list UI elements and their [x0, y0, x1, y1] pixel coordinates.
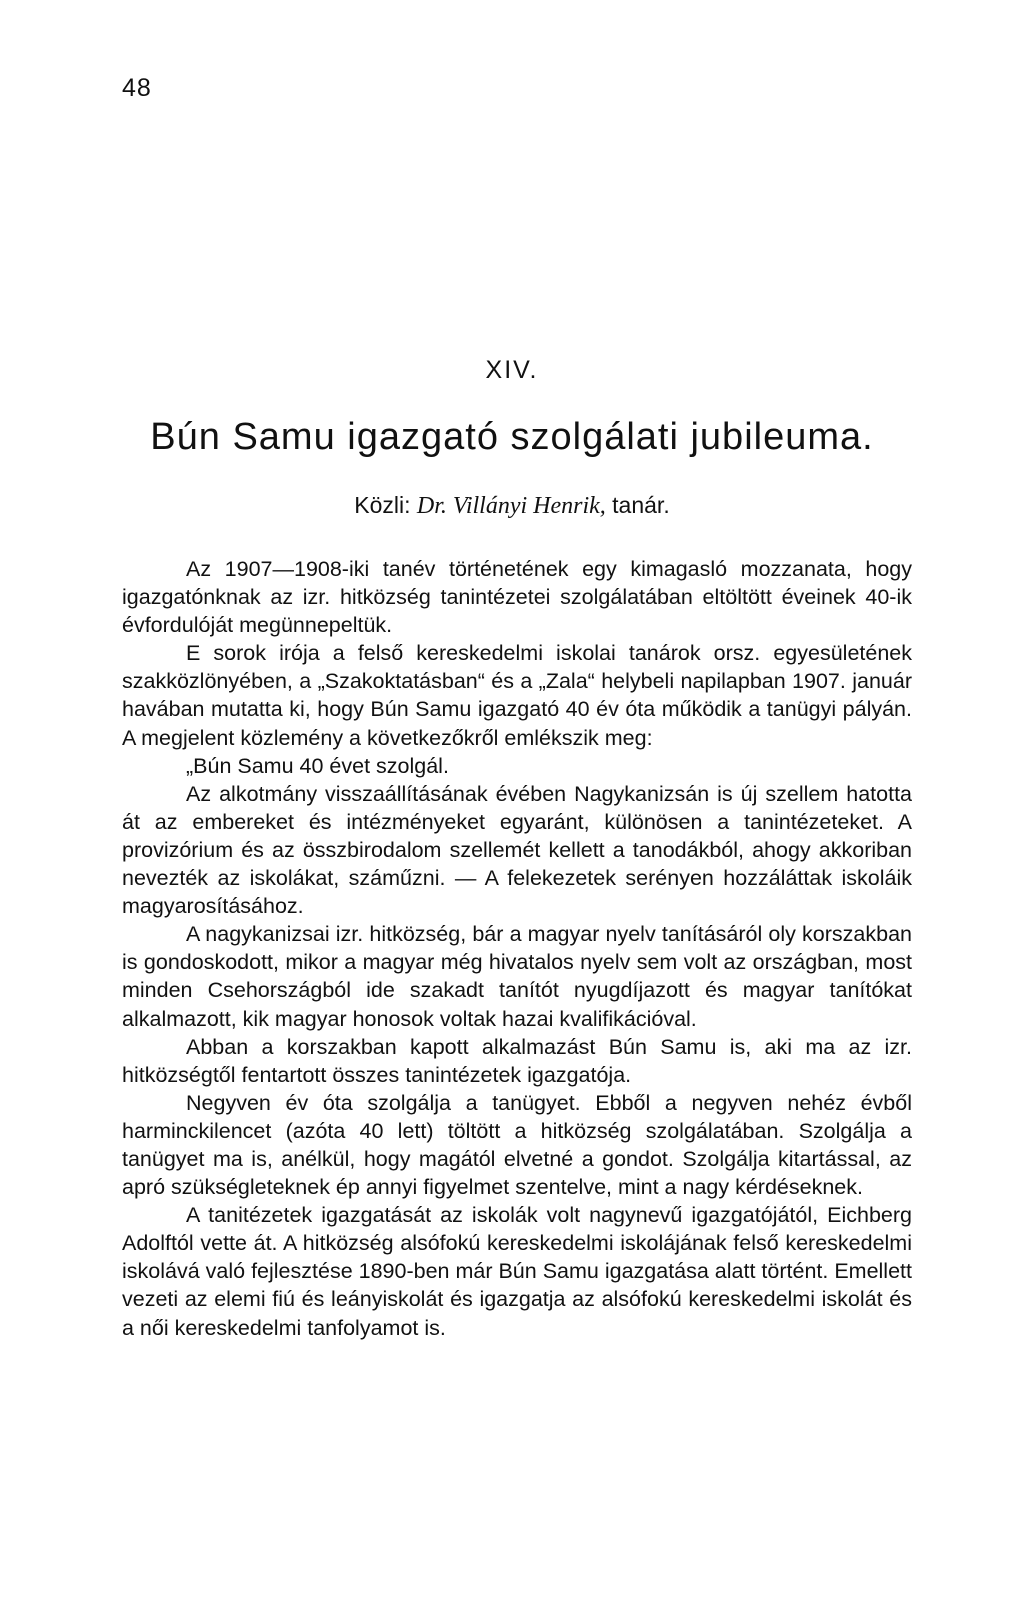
chapter-number: XIV.	[485, 356, 539, 384]
paragraph: Az 1907—1908-iki tanév történetének egy kimagasló mozzanata, hogy igazgatónknak az izr. hitközség tanintézetei szolgálatában eltöltött éveinek 40-ik évfordulóját megünnepeltük.	[122, 557, 912, 638]
byline-suffix: tanár.	[612, 492, 670, 518]
paragraph: Az alkotmány visszaállításának évében Nagykanizsán is új szellem hatotta át az embereket és intézményeket egyaránt, különösen a tanintézeteket. A provizórium és az összbirodalom szellemét kellett a tanodákból, ahogy akkoriban nevezték az iskolákat, száműzni. — A felekezetek serényen hozzáláttak iskoláik magyarosításához.	[122, 781, 912, 919]
byline	[0, 492, 1024, 520]
byline-author: Dr. Villányi Henrik,	[416, 493, 606, 519]
paragraph: A nagykanizsai izr. hitközség, bár a magyar nyelv tanításáról oly korszakban is gondoskodott, mikor a magyar még hivatalos nyelv sem volt az országban, most minden Csehországból ide szakadt tanítót nyugdíjazott és magyar tanítókat alkalmazott, kik magyar honosok voltak hazai kvalifikációval.	[122, 922, 912, 1031]
paragraph: „Bún Samu 40 évet szolgál.	[186, 753, 449, 778]
article-body	[122, 555, 912, 1342]
paragraph: A tanitézetek igazgatását az iskolák volt nagynevű igazgatójától, Eichberg Adolftól vette át. A hitközség alsófokú kereskedelmi iskolájának felső kereskedelmi iskolává való fejlesztése 1890-ben már Bún Samu igazgatása alatt történt. Emellett vezeti az elemi fiú és leányiskolát és igazgatja az alsófokú kereskedelmi iskolát és a női kereskedelmi tanfolyamot is.	[122, 1203, 912, 1340]
byline-prefix: Közli:	[354, 492, 411, 518]
chapter-title: Bún Samu igazgató szolgálati jubileuma.	[150, 416, 874, 458]
paragraph: E sorok irója a felső kereskedelmi iskolai tanárok orsz. egyesületének szakközlönyében, a „Szakoktatásban“ és a „Zala“ helybeli napilapban 1907. január havában mutatta ki, hogy Bún Samu igazgató 40 év óta működik a tanügyi pályán. A megjelent közlemény a következőkről emlékszik meg:	[122, 641, 912, 750]
paragraph: Abban a korszakban kapott alkalmazást Bún Samu is, aki ma az izr. hitközségtől fentartott összes tanintézetek igazgatója.	[122, 1034, 912, 1087]
paragraph: Negyven év óta szolgálja a tanügyet. Ebből a negyven nehéz évből harminckilencet (azóta 40 lett) töltött a hitközség szolgálatában. Szolgálja a tanügyet ma is, anélkül, hogy magától elvetné a gondot. Szolgálja kitartással, az apró szükségleteknek ép annyi figyelmet szentelve, mint a nagy kérdéseknek.	[122, 1090, 912, 1200]
page-number: 48	[122, 74, 152, 102]
